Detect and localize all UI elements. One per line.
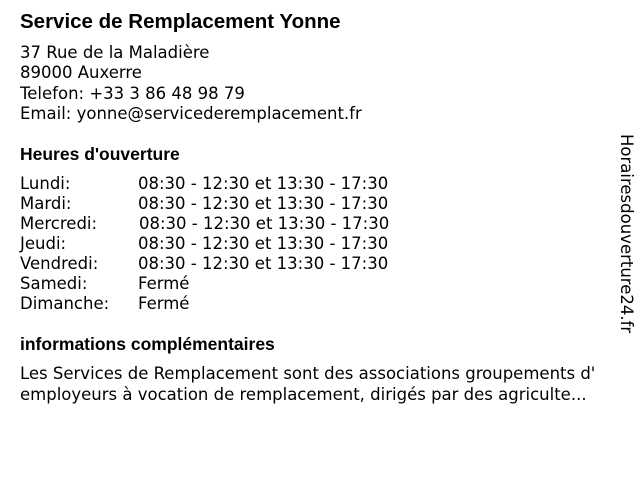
day-label: Mercredi: xyxy=(20,214,98,233)
time-value: 08:30 - 12:30 et 13:30 - 17:30 xyxy=(138,194,389,213)
additional-info-text: Les Services de Remplacement sont des associations groupements d' employeurs à vocation de remplacement, dirigés par des agriculte... xyxy=(20,364,596,404)
email-address: Email: yonne@servicederemplacement.fr xyxy=(20,103,362,123)
hours-row-sunday xyxy=(20,294,440,314)
time-value: Fermé xyxy=(138,294,190,313)
time-value: 08:30 - 12:30 et 13:30 - 17:30 xyxy=(138,254,389,273)
address-block xyxy=(20,43,362,124)
time-value: 08:30 - 12:30 et 13:30 - 17:30 xyxy=(139,214,390,233)
business-title: Service de Remplacement Yonne xyxy=(20,10,341,33)
opening-hours-table xyxy=(20,174,440,314)
hours-row-friday xyxy=(20,254,440,274)
watermark-brand: Horairesdouverture24.fr xyxy=(617,134,636,334)
hours-row-thursday xyxy=(20,234,440,254)
day-label: Vendredi: xyxy=(20,254,99,273)
day-label: Samedi: xyxy=(20,274,88,293)
city-postal-code: 89000 Auxerre xyxy=(20,63,142,83)
day-label: Mardi: xyxy=(20,194,72,213)
street-address: 37 Rue de la Maladière xyxy=(20,43,210,62)
hours-row-wednesday xyxy=(20,214,440,234)
opening-hours-heading: Heures d'ouverture xyxy=(20,144,180,164)
time-value: Fermé xyxy=(138,274,190,293)
day-label: Lundi: xyxy=(20,174,71,193)
time-value: 08:30 - 12:30 et 13:30 - 17:30 xyxy=(138,234,389,253)
time-value: 08:30 - 12:30 et 13:30 - 17:30 xyxy=(138,174,389,193)
hours-row-saturday xyxy=(20,274,440,294)
phone-number: Telefon: +33 3 86 48 98 79 xyxy=(20,83,245,103)
hours-row-monday xyxy=(20,174,440,194)
day-label: Jeudi: xyxy=(20,234,67,253)
day-label: Dimanche: xyxy=(20,294,110,313)
hours-row-tuesday xyxy=(20,194,440,214)
additional-info-heading: informations complémentaires xyxy=(20,334,275,354)
